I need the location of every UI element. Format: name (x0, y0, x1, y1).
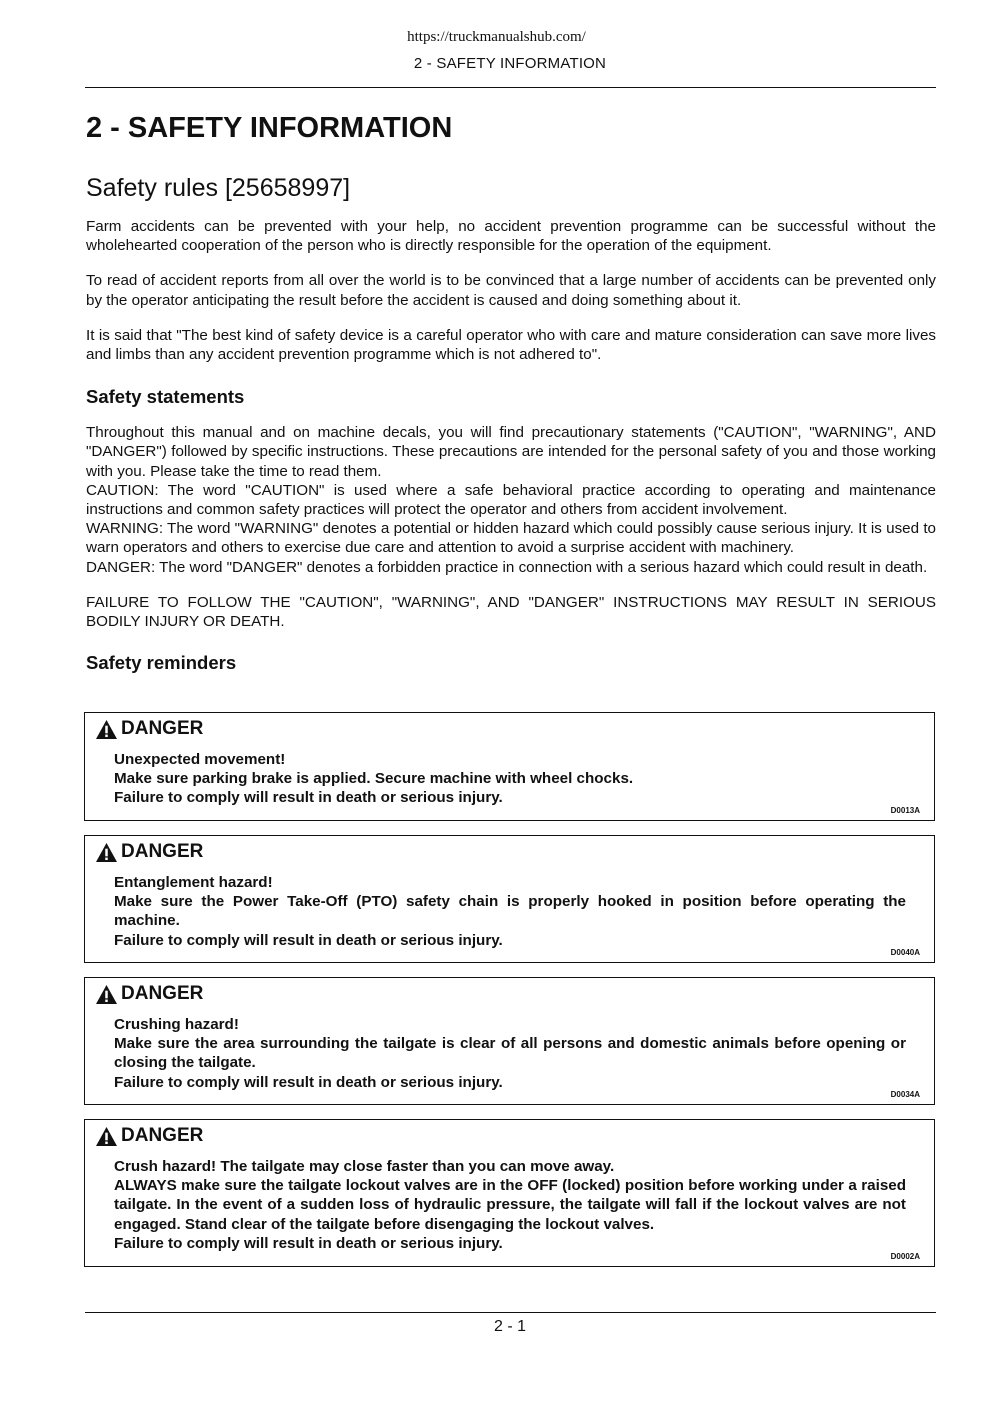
danger-line: Make sure parking brake is applied. Secure machine with wheel chocks. (114, 770, 634, 788)
danger-title (95, 716, 203, 742)
danger-body (114, 1015, 906, 1092)
decal-code: D0013A (890, 806, 920, 815)
page-title: 2 - SAFETY INFORMATION (86, 112, 453, 144)
danger-line: Failure to comply will result in death or serious injury. (114, 789, 503, 807)
danger-line: Crushing hazard! (114, 1016, 239, 1033)
failure-notice: FAILURE TO FOLLOW THE "CAUTION", "WARNING", AND "DANGER" INSTRUCTIONS MAY RESULT IN SERIOUS BODILY INJURY OR DEATH. (86, 593, 936, 631)
section-subtitle: Safety rules [25658997] (86, 174, 351, 202)
intro-paragraph: To read of accident reports from all over the world is to be convinced that a large number of accidents can be prevented only by the operator anticipating the result before the accident is caused and doing something about it. (86, 272, 936, 309)
danger-line: ALWAYS make sure the tailgate lockout valves are in the OFF (locked) position before working under a raised tailgate. In the event of a sudden loss of hydraulic pressure, the tailgate will fall if the lockout valves are not engaged. Stand clear of the tailgate before disengaging the lockout valves. (114, 1177, 906, 1233)
danger-line: Make sure the area surrounding the tailgate is clear of all persons and domestic animals before opening or closing the tailgate. (114, 1035, 906, 1072)
intro-paragraph: It is said that "The best kind of safety device is a careful operator who with care and mature consideration can save more lives and limbs than any accident prevention programme which is not adhered to". (86, 326, 936, 364)
danger-title (95, 1123, 203, 1149)
danger-body (114, 1157, 906, 1253)
decal-code: D0040A (890, 948, 920, 957)
danger-line: Crush hazard! The tailgate may close faster than you can move away. (114, 1158, 615, 1175)
danger-label: DANGER (121, 1125, 204, 1146)
decal-code: D0034A (890, 1090, 920, 1099)
statement-line: WARNING: The word "WARNING" denotes a potential or hidden hazard which could possibly cause serious injury. It is used to warn operators and others to exercise due care and attention to avoid a surprise accident with machinery. (86, 520, 936, 557)
safety-reminders-heading: Safety reminders (86, 652, 237, 674)
danger-body (114, 750, 906, 808)
danger-body (114, 873, 906, 950)
header-rule (85, 87, 936, 88)
danger-box (84, 1119, 935, 1267)
decal-code: D0002A (890, 1252, 920, 1261)
warning-triangle-icon (95, 842, 118, 863)
safety-statements-heading: Safety statements (86, 386, 245, 408)
statement-line: DANGER: The word "DANGER" denotes a forbidden practice in connection with a serious hazard which could result in death. (86, 558, 928, 576)
danger-label: DANGER (121, 718, 204, 739)
danger-label: DANGER (121, 841, 204, 862)
intro-paragraph: Farm accidents can be prevented with your help, no accident prevention programme can be successful without the wholehearted cooperation of the person who is directly responsible for the operation of the equipment. (86, 218, 936, 255)
danger-box (84, 977, 935, 1105)
danger-line: Unexpected movement! (114, 751, 286, 768)
danger-line: Failure to comply will result in death or serious injury. (114, 1073, 503, 1091)
page-number: 2 - 1 (493, 1318, 526, 1335)
running-header: 2 - SAFETY INFORMATION (413, 55, 607, 72)
footer-rule (85, 1312, 936, 1313)
warning-triangle-icon (95, 1126, 118, 1147)
statement-line: Throughout this manual and on machine decals, you will find precautionary statements ("CAUTION", "WARNING", AND "DANGER") followed by specific instructions. These precautions are intended for the personal safety of you and those working with you. Please take the time to read them. (86, 424, 936, 480)
page-content (86, 108, 936, 675)
statement-line: CAUTION: The word "CAUTION" is used where a safe behavioral practice according to operating and maintenance instructions and common safety practices will protect the operator and others from accident involvement. (86, 481, 936, 519)
danger-title (95, 981, 203, 1007)
danger-line: Make sure the Power Take-Off (PTO) safety chain is properly hooked in position before operating the machine. (114, 893, 906, 930)
danger-title (95, 839, 203, 865)
warning-triangle-icon (95, 719, 118, 740)
danger-box (84, 712, 935, 821)
warning-triangle-icon (95, 984, 118, 1005)
danger-line: Entanglement hazard! (114, 874, 273, 891)
danger-box (84, 835, 935, 963)
safety-statements-text (86, 423, 936, 577)
danger-label: DANGER (121, 983, 204, 1004)
danger-line: Failure to comply will result in death or serious injury. (114, 931, 503, 949)
source-url[interactable]: https://truckmanualshub.com/ (407, 29, 586, 45)
danger-line: Failure to comply will result in death or serious injury. (114, 1234, 503, 1252)
